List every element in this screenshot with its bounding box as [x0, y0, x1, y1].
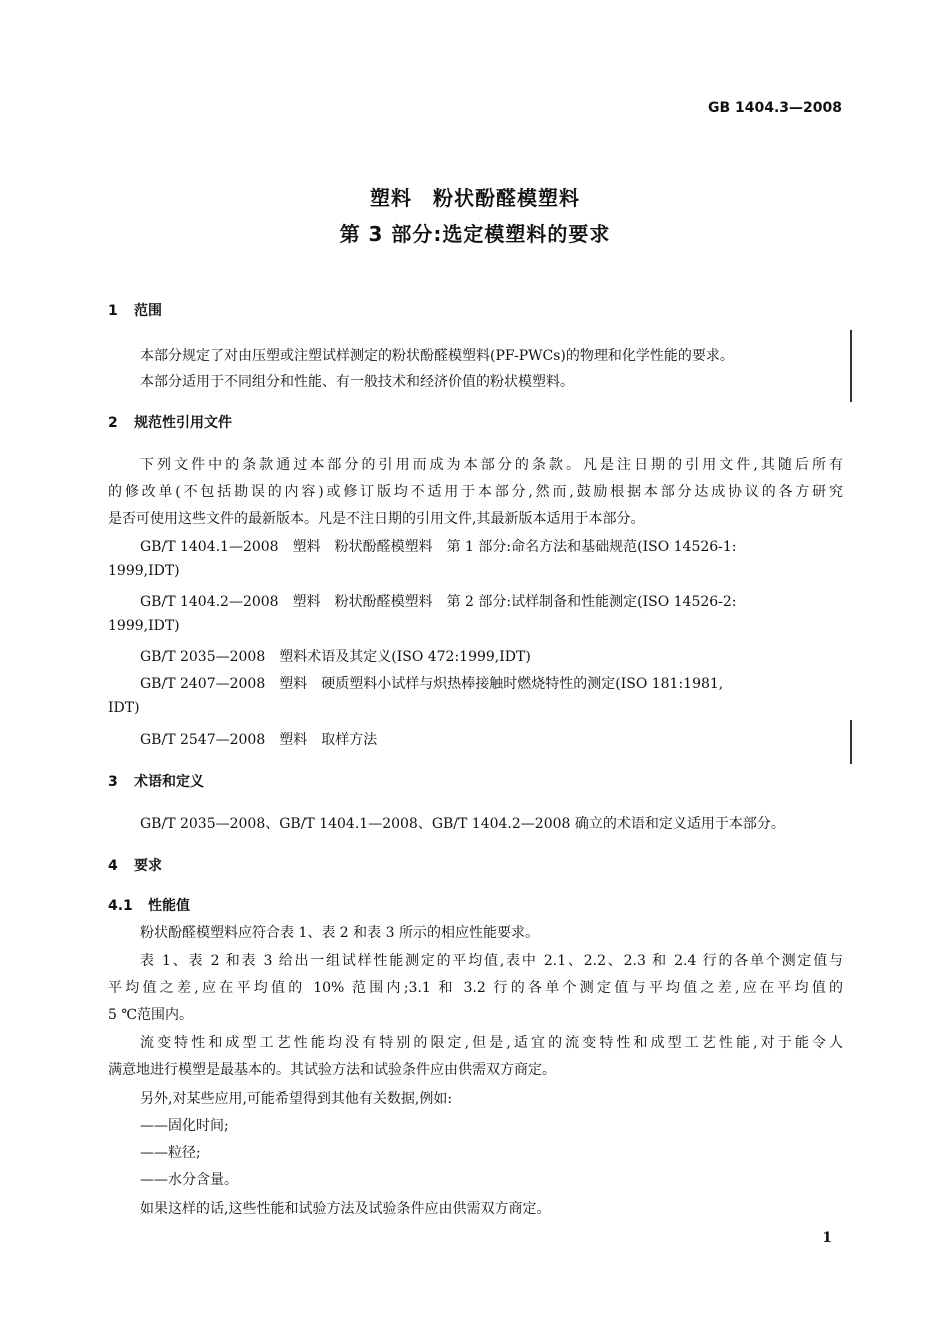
- section-number: 1: [108, 303, 118, 319]
- section-number: 3: [108, 774, 118, 790]
- paragraph-line: 流变特性和成型工艺性能均没有特别的限定,但是,适宜的流变特性和成型工艺性能,对于能令人: [140, 1035, 843, 1051]
- page-number: 1: [822, 1230, 832, 1246]
- section-number: 4: [108, 858, 118, 874]
- list-item: ——粒径;: [140, 1145, 201, 1161]
- section-4-heading: [108, 855, 162, 875]
- reference-entry: GB/T 2035—2008 塑料术语及其定义(ISO 472:1999,IDT): [140, 649, 531, 665]
- paragraph-line: 5 ℃范围内。: [108, 1007, 194, 1023]
- section-title: 范围: [134, 303, 162, 319]
- section-number: 2: [108, 415, 118, 431]
- subsection-4-1-heading: [108, 895, 190, 915]
- section-3-heading: [108, 771, 204, 791]
- reference-entry: GB/T 1404.2—2008 塑料 粉状酚醛模塑料 第 2 部分:试样制备和性能测定(ISO 14526-2:: [140, 594, 737, 610]
- revision-bar: [850, 330, 852, 402]
- paragraph: 本部分规定了对由压塑或注塑试样测定的粉状酚醛模塑料(PF-PWCs)的物理和化学性能的要求。: [140, 348, 734, 364]
- reference-entry: GB/T 2547—2008 塑料 取样方法: [140, 732, 378, 748]
- paragraph-line: 是否可使用这些文件的最新版本。凡是不注日期的引用文件,其最新版本适用于本部分。: [108, 511, 645, 527]
- section-title: 要求: [134, 858, 162, 874]
- paragraph: 粉状酚醛模塑料应符合表 1、表 2 和表 3 所示的相应性能要求。: [140, 925, 539, 941]
- paragraph: GB/T 2035—2008、GB/T 1404.1—2008、GB/T 1404.2—2008 确立的术语和定义适用于本部分。: [140, 816, 785, 832]
- list-item: ——固化时间;: [140, 1118, 229, 1134]
- reference-entry: GB/T 1404.1—2008 塑料 粉状酚醛模塑料 第 1 部分:命名方法和基础规范(ISO 14526-1:: [140, 539, 737, 555]
- paragraph-line: 满意地进行模塑是最基本的。其试验方法和试验条件应由供需双方商定。: [108, 1062, 556, 1078]
- paragraph: 另外,对某些应用,可能希望得到其他有关数据,例如:: [140, 1091, 453, 1107]
- subsection-title: 性能值: [148, 898, 190, 914]
- paragraph-line: 表 1、表 2 和表 3 给出一组试样性能测定的平均值,表中 2.1、2.2、2.3 和 2.4 行的各单个测定值与: [140, 953, 843, 969]
- reference-entry-cont: 1999,IDT): [108, 563, 180, 579]
- section-2-heading: [108, 412, 232, 432]
- paragraph-line: 的修改单(不包括勘误的内容)或修订版均不适用于本部分,然而,鼓励根据本部分达成协议的各方研究: [108, 484, 843, 500]
- subsection-number: 4.1: [108, 898, 133, 914]
- standard-code: GB 1404.3—2008: [707, 100, 842, 116]
- paragraph-line: 下列文件中的条款通过本部分的引用而成为本部分的条款。凡是注日期的引用文件,其随后所有: [140, 457, 843, 473]
- reference-entry: GB/T 2407—2008 塑料 硬质塑料小试样与炽热棒接触时燃烧特性的测定(ISO 181:1981,: [140, 676, 724, 692]
- document-title-line1: 塑料 粉状酚醛模塑料: [370, 186, 580, 210]
- paragraph-line: 平均值之差,应在平均值的 10% 范围内;3.1 和 3.2 行的各单个测定值与平均值之差,应在平均值的: [108, 980, 843, 996]
- section-title: 术语和定义: [134, 774, 204, 790]
- reference-entry-cont: IDT): [108, 700, 140, 716]
- document-title-line2: 第 3 部分:选定模塑料的要求: [339, 222, 611, 246]
- section-title: 规范性引用文件: [134, 415, 232, 431]
- paragraph: 如果这样的话,这些性能和试验方法及试验条件应由供需双方商定。: [140, 1201, 551, 1217]
- revision-bar: [850, 720, 852, 764]
- list-item: ——水分含量。: [140, 1172, 238, 1188]
- paragraph: 本部分适用于不同组分和性能、有一般技术和经济价值的粉状模塑料。: [140, 374, 574, 390]
- section-1-heading: [108, 300, 162, 320]
- reference-entry-cont: 1999,IDT): [108, 618, 180, 634]
